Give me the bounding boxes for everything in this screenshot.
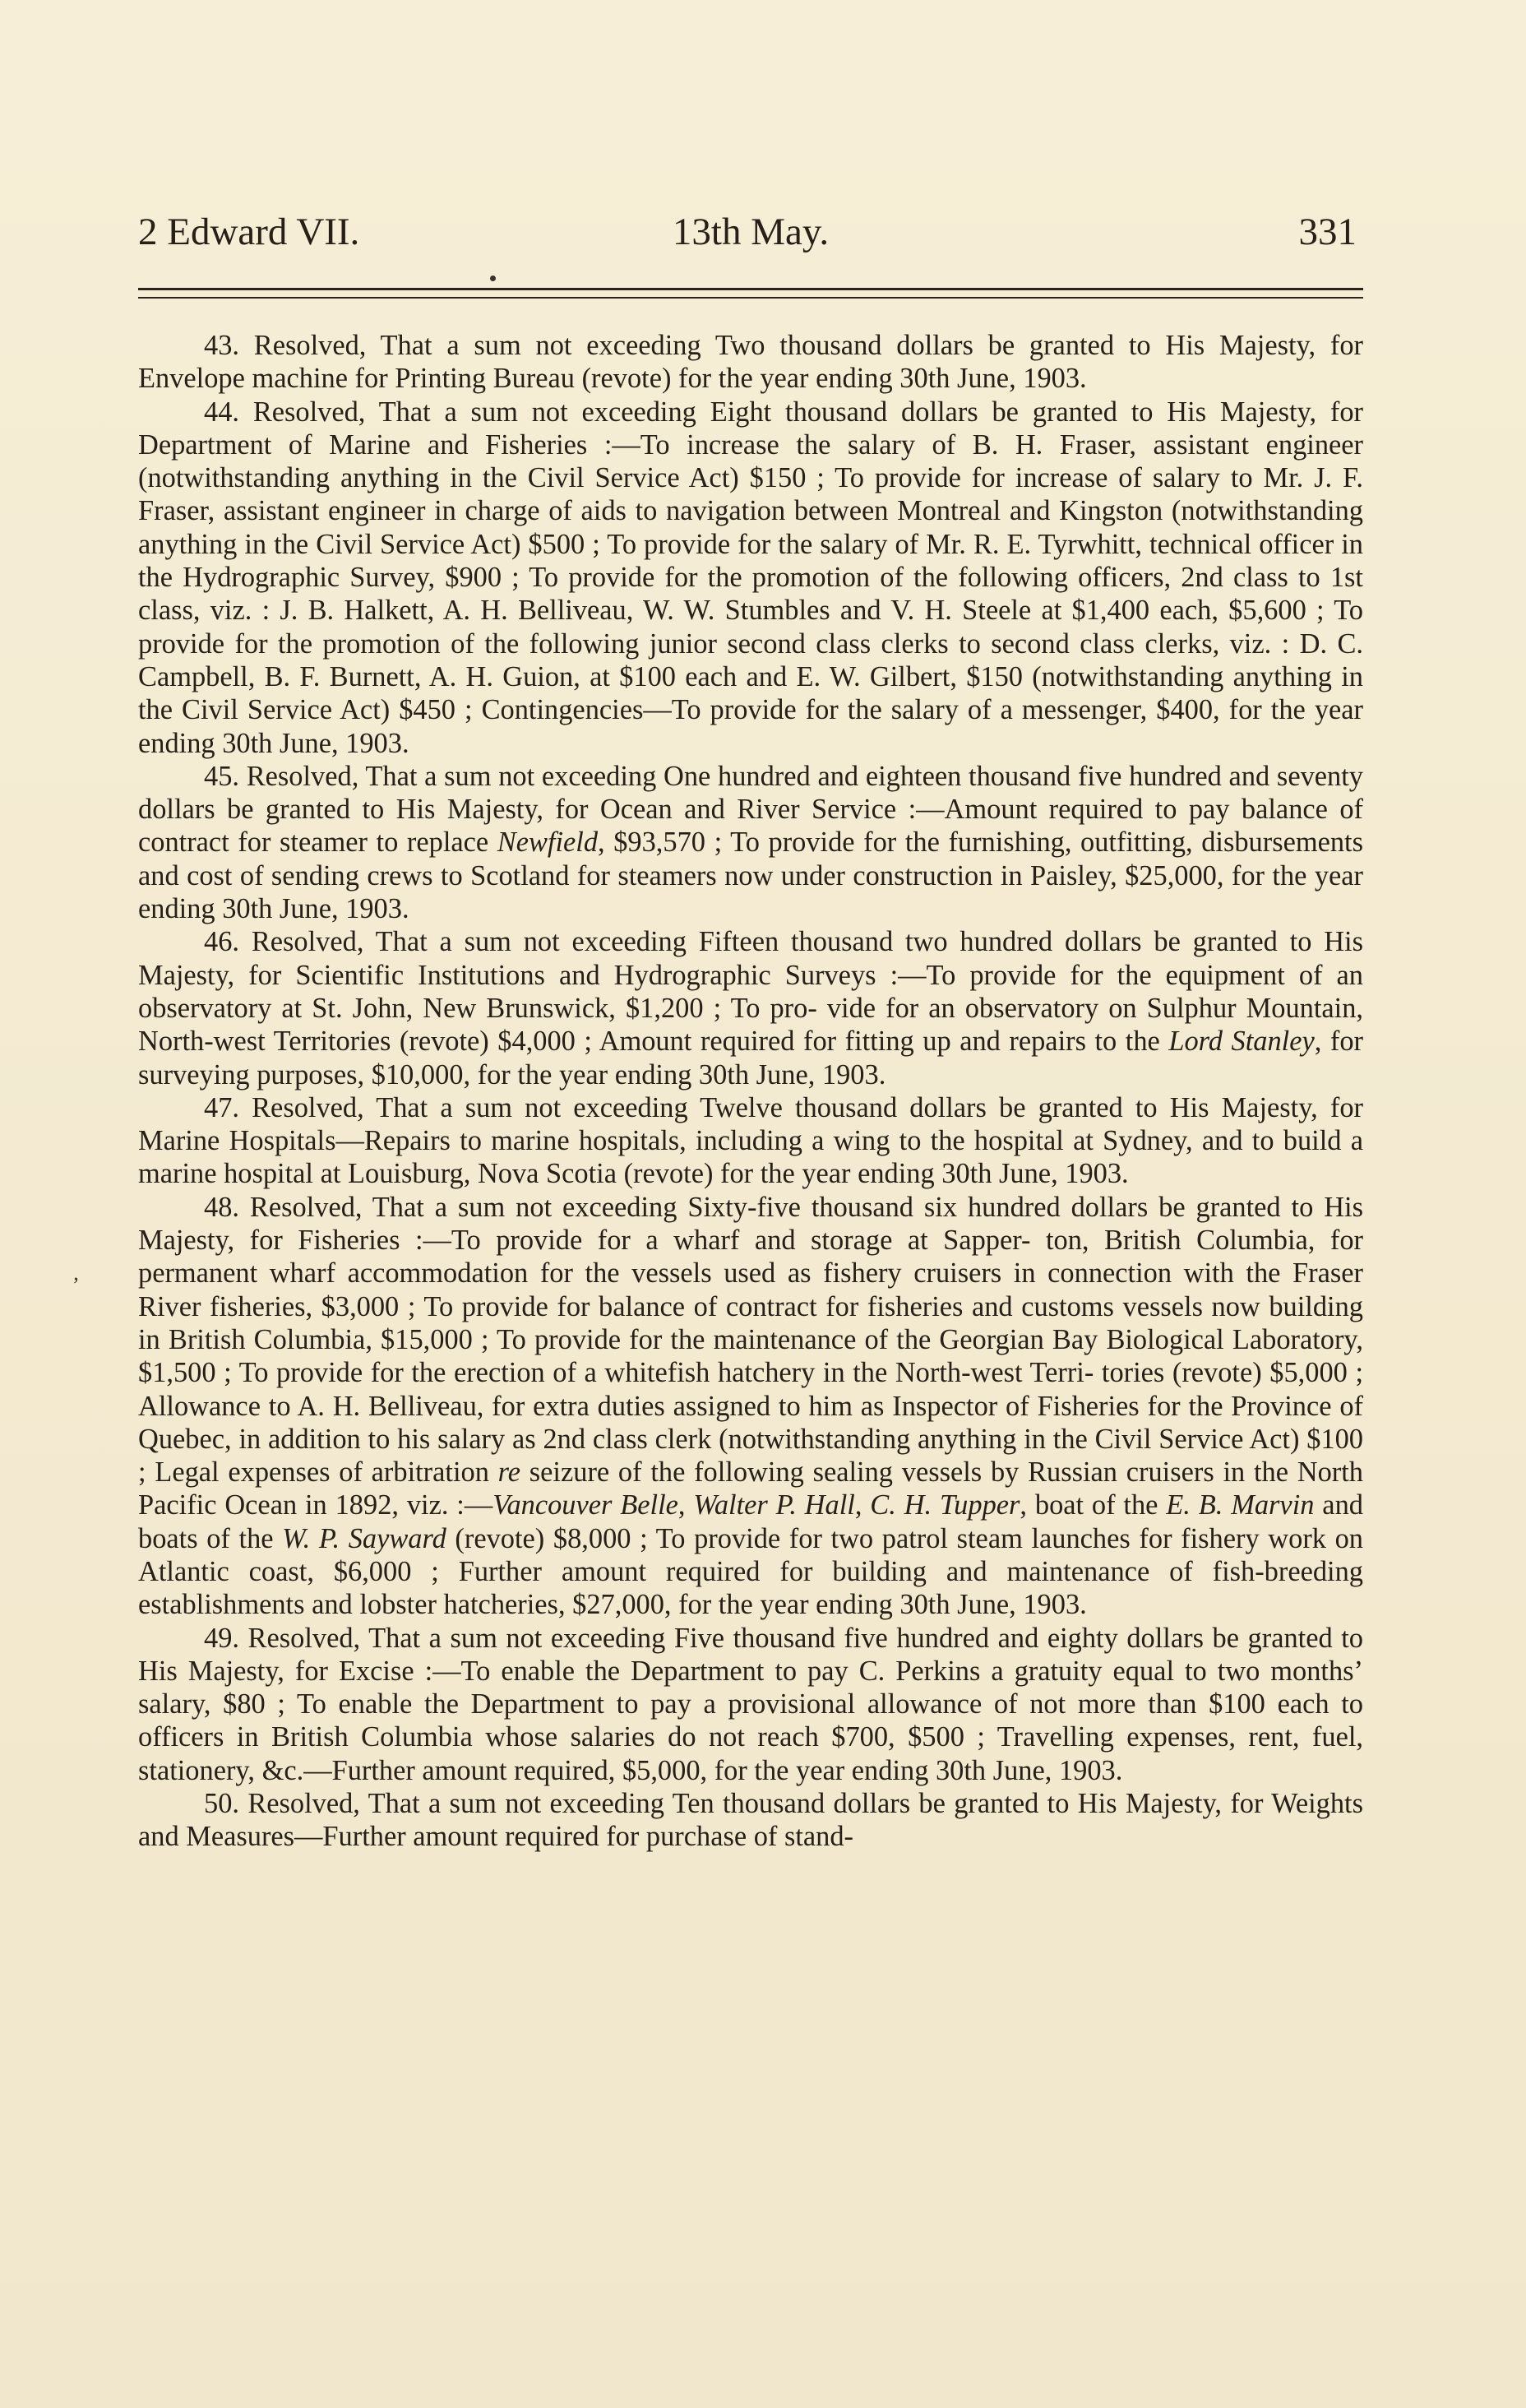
resolution-46: 46. Resolved, That a sum not exceeding Fifteen thousand two hundred dollars be granted to His Majesty, for Scientific Institutions and Hydrographic Surveys :—To provide for the equipment of an observatory at St. John, New Brunswick, $1,200 ; To pro- vide for an observatory on Sulphur Mountain, North-west Territories (revote) $4,000 ; Amount required for fitting up and repairs to the Lord Stanley, for surveying purposes, $10,000, for the year ending 30th June, 1903. <box>138 926 1364 1091</box>
resolution-44: 44. Resolved, That a sum not exceeding Eight thousand dollars be granted to His Majesty, for Department of Marine and Fisheries :—To increase the salary of B. H. Fraser, assistant engineer (notwithstanding anything in the Civil Service Act) $150 ; To provide for increase of salary to Mr. J. F. Fraser, assistant engineer in charge of aids to navigation between Montreal and Kingston (notwithstanding anything in the Civil Service Act) $500 ; To provide for the salary of Mr. R. E. Tyrwhitt, technical officer in the Hydrographic Survey, $900 ; To provide for the promotion of the following officers, 2nd class to 1st class, viz. : J. B. Halkett, A. H. Belliveau, W. W. Stumbles and V. H. Steele at $1,400 each, $5,600 ; To provide for the promotion of the following junior second class clerks to second class clerks, viz. : D. C. Campbell, B. F. Burnett, A. H. Guion, at $100 each and E. W. Gilbert, $150 (notwithstanding anything in the Civil Service Act) $450 ; Contingencies—To provide for the salary of a messenger, $400, for the year ending 30th June, 1903. <box>138 396 1363 759</box>
running-header <box>138 207 1363 257</box>
resolution-47: 47. Resolved, That a sum not exceeding Twelve thousand dollars be granted to His Majesty, for Marine Hospitals—Repairs to marine hospitals, including a wing to the hospital at Sydney, and to build a marine hospital at Louisburg, Nova Scotia (revote) for the year ending 30th June, 1903. <box>138 1091 1363 1190</box>
resolution-50: 50. Resolved, That a sum not exceeding Ten thousand dollars be granted to His Majesty, for Weights and Measures—Further amount required for purchase of stand- <box>138 1788 1363 1853</box>
header-rule-bottom <box>138 297 1363 299</box>
header-regnal-year: 2 Edward VII. <box>138 211 360 253</box>
resolution-48: 48. Resolved, That a sum not exceeding Sixty-five thousand six hundred dollars be granted to His Majesty, for Fisheries :—To provide for a wharf and storage at Sapper- ton, British Columbia, for permanent wharf accommodation for the vessels used as fishery cruisers in connection with the Fraser River fisheries, $3,000 ; To provide for balance of contract for fisheries and customs vessels now building in British Columbia, $15,000 ; To provide for the maintenance of the Georgian Bay Biological Laboratory, $1,500 ; To provide for the erection of a whitefish hatchery in the North-west Terri- tories (revote) $5,000 ; Allowance to A. H. Belliveau, for extra duties assigned to him as Inspector of Fisheries for the Province of Quebec, in addition to his salary as 2nd class clerk (notwithstanding anything in the Civil Service Act) $100 ; Legal expenses of arbitration re seizure of the following sealing vessels by Russian cruisers in the North Pacific Ocean in 1892, viz. :—Vancouver Belle, Walter P. Hall, C. H. Tupper, boat of the E. B. Marvin and boats of the W. P. Sayward (revote) $8,000 ; To provide for two patrol steam launches for fishery work on Atlantic coast, $6,000 ; Further amount required for building and maintenance of fish-breeding establishments and lobster hatcheries, $27,000, for the year ending 30th June, 1903. <box>138 1191 1363 1621</box>
resolution-45: 45. Resolved, That a sum not exceeding One hundred and eighteen thousand five hundred and seventy dollars be granted to His Majesty, for Ocean and River Service :—Amount required to pay balance of contract for steamer to replace Newfield, $93,570 ; To provide for the furnishing, outfitting, disbursements and cost of sending crews to Scotland for steamers now under construction in Paisley, $25,000, for the year ending 30th June, 1903. <box>138 760 1363 925</box>
resolution-43: 43. Resolved, That a sum not exceeding Two thousand dollars be granted to His Majesty, for Envelope machine for Printing Bureau (revote) for the year ending 30th June, 1903. <box>138 330 1363 395</box>
printer-dot <box>490 276 496 281</box>
header-date: 13th May. <box>672 211 830 253</box>
margin-tick-mark: ʼ <box>72 1273 80 1297</box>
resolutions-text <box>138 329 1363 1854</box>
page-number: 331 <box>1298 211 1357 253</box>
resolution-49: 49. Resolved, That a sum not exceeding Five thousand five hundred and eighty dollars be granted to His Majesty, for Excise :—To enable the Department to pay C. Perkins a gratuity equal to two months’ salary, $80 ; To enable the Department to pay a provisional allowance of not more than $100 each to officers in British Columbia whose salaries do not reach $700, $500 ; Travelling expenses, rent, fuel, stationery, &c.—Further amount required, $5,000, for the year ending 30th June, 1903. <box>138 1622 1363 1786</box>
header-rule-top <box>138 288 1363 290</box>
